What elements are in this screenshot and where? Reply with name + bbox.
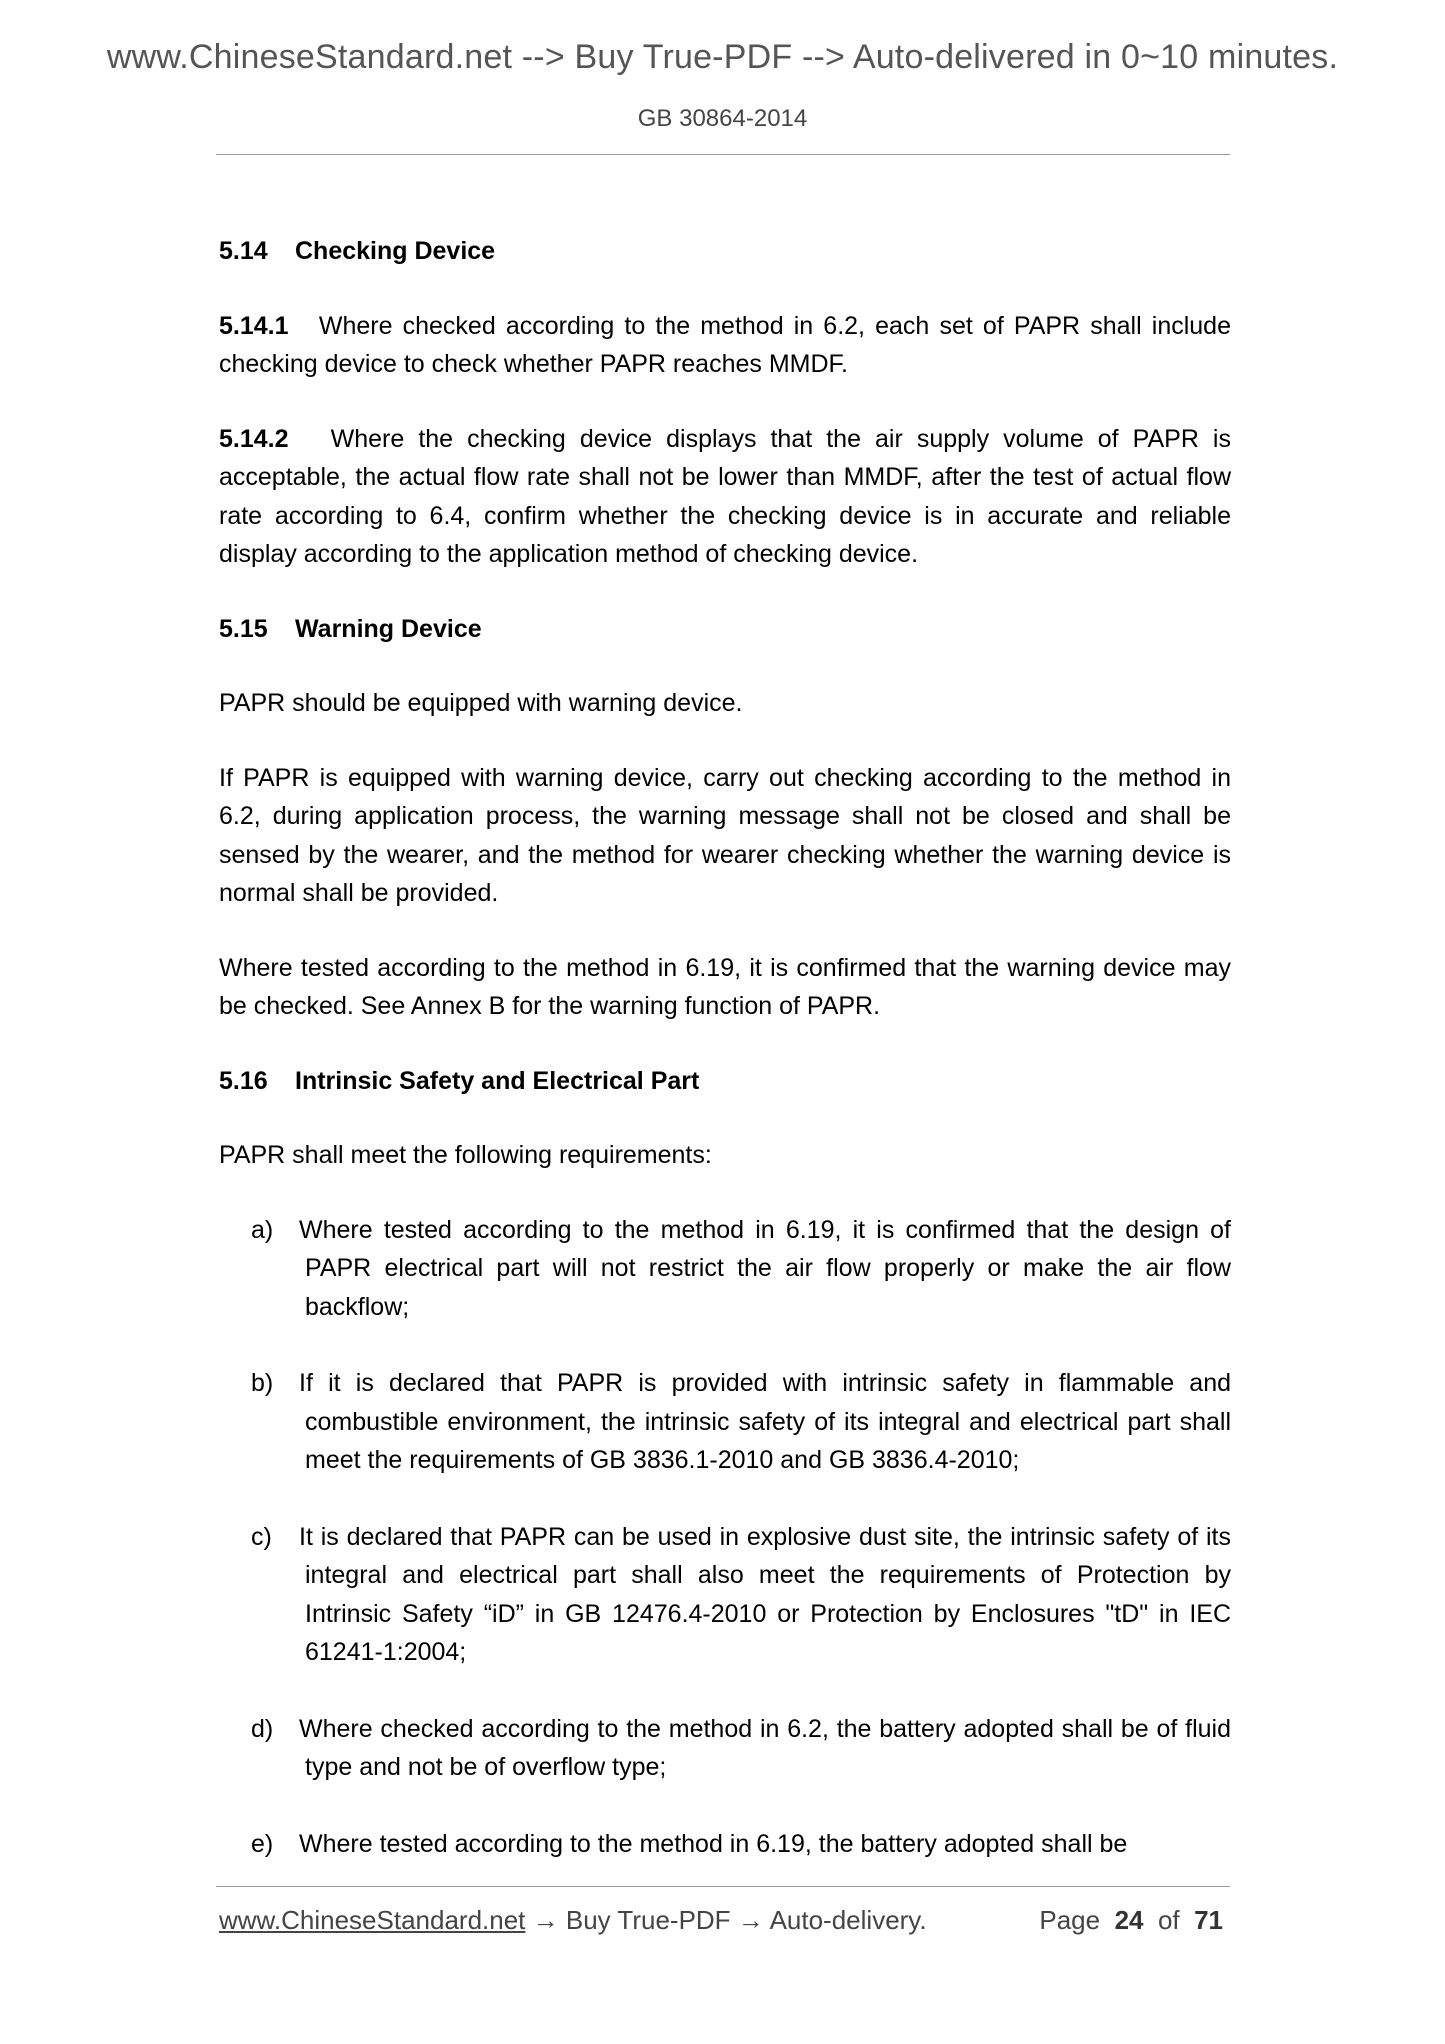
list-marker: b)	[251, 1369, 274, 1397]
footer-site-link[interactable]: www.ChineseStandard.net	[219, 1905, 526, 1935]
section-title: Intrinsic Safety and Electrical Part	[295, 1066, 700, 1095]
list-item-text: If it is declared that PAPR is provided with intrinsic safety in flammable and combustible environment, the intrinsic safety of its integral and electrical part shall meet the requirements of GB 3836.1-2010 and GB 3836.4-2010;	[299, 1369, 1231, 1474]
list-marker: a)	[251, 1215, 274, 1244]
list-marker: e)	[251, 1829, 274, 1858]
section-number: 5.15	[219, 614, 268, 643]
header-divider	[216, 154, 1230, 155]
page-indicator	[1039, 1905, 1223, 1936]
page-footer	[219, 1905, 1231, 1945]
list-item	[219, 1710, 1231, 1787]
footer-divider	[216, 1886, 1230, 1887]
clause-number: 5.14.2	[219, 424, 289, 453]
list-marker: d)	[251, 1714, 274, 1743]
clause-5-14-2	[219, 420, 1231, 574]
paragraph: PAPR shall meet the following requirements:	[219, 1141, 712, 1169]
of-label: of	[1157, 1905, 1180, 1935]
page-number: 24	[1114, 1905, 1144, 1935]
paragraph: If PAPR is equipped with warning device, carry out checking according to the method in 6.2, during application process, the warning message shall not be closed and shall be sensed by the wearer, and the method for wearer checking whether the warning device is normal shall be provided.	[219, 763, 1231, 907]
footer-promo	[219, 1905, 927, 1936]
list-item	[219, 1364, 1231, 1480]
section-number: 5.14	[219, 237, 268, 265]
list-item	[219, 1825, 1231, 1864]
clause-text: Where checked according to the method in 6.2, each set of PAPR shall include checking device to check whether PAPR reaches MMDF.	[219, 311, 1231, 378]
list-item-text: Where checked according to the method in 6.2, the battery adopted shall be of fluid type and not be of overflow type;	[299, 1714, 1231, 1781]
section-heading-5-14	[219, 232, 1231, 271]
clause-number: 5.14.1	[219, 311, 289, 340]
page-label: Page	[1039, 1905, 1101, 1935]
section-heading-5-15	[219, 610, 1231, 649]
list-item-text: It is declared that PAPR can be used in explosive dust site, the intrinsic safety of its integral and electrical part shall also meet the requirements of Protection by Intrinsic Safety “iD” in GB 12476.4-2010 or Protection by Enclosures "tD" in IEC 61241-1:2004;	[299, 1522, 1231, 1666]
list-item	[219, 1211, 1231, 1327]
section-heading-5-16	[219, 1062, 1231, 1101]
list-item	[219, 1518, 1231, 1672]
section-title: Warning Device	[295, 614, 482, 643]
section-number: 5.16	[219, 1066, 268, 1095]
list-item-text: Where tested according to the method in 6.19, the battery adopted shall be	[299, 1829, 1128, 1858]
standard-code: GB 30864-2014	[637, 105, 808, 132]
section-title: Checking Device	[295, 237, 496, 265]
footer-promo-text: → Buy True-PDF → Auto-delivery.	[525, 1905, 927, 1935]
clause-text: Where the checking device displays that the air supply volume of PAPR is acceptable, the actual flow rate shall not be lower than MMDF, after the test of actual flow rate according to 6.4, confirm whether the checking device is in accurate and reliable display according to the application method of checking device.	[219, 424, 1231, 568]
site-banner: www.ChineseStandard.net --> Buy True-PDF --> Auto-delivered in 0~10 minutes.	[106, 38, 1339, 76]
list-marker: c)	[251, 1522, 272, 1551]
clause-5-14-1	[219, 307, 1231, 384]
paragraph: Where tested according to the method in 6.19, it is confirmed that the warning device may be checked. See Annex B for the warning function of PAPR.	[219, 953, 1231, 1020]
paragraph: PAPR should be equipped with warning device.	[219, 689, 743, 717]
list-item-text: Where tested according to the method in 6.19, it is confirmed that the design of PAPR electrical part will not restrict the air flow properly or make the air flow backflow;	[299, 1215, 1231, 1321]
page-total: 71	[1194, 1905, 1223, 1935]
document-body	[219, 232, 1231, 1863]
